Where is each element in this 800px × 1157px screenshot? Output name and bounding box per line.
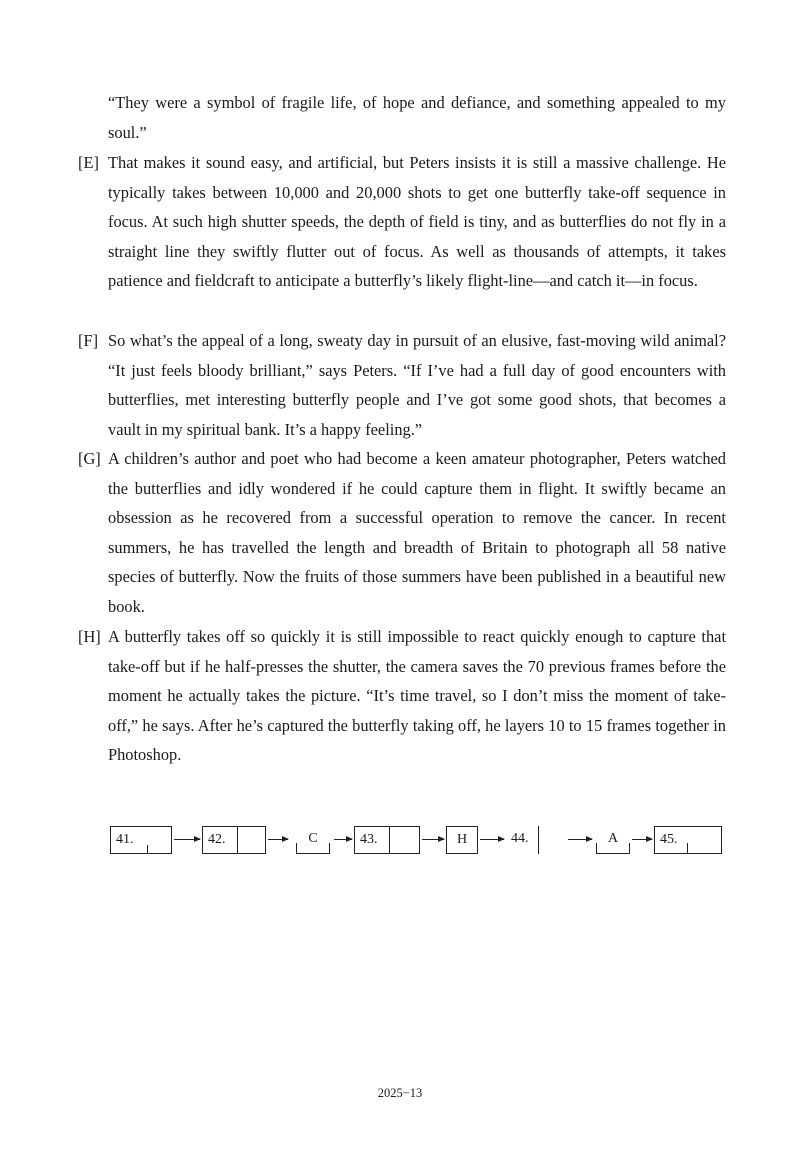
paragraph-text: So what’s the appeal of a long, sweaty day in pursuit of an elusive, fast-moving wild animal? “It just feels bloody brilliant,” says Peters. “If I’ve had a full day of good encounters with butterflies, met interesting butterfly people and I’ve got some good shots, that becomes a vault in my spiritual bank. It’s a happy feeling.” [108,331,726,439]
arrow-icon [568,839,592,840]
paragraph-label: [H] [78,627,101,646]
paragraph-e [78,148,726,296]
page-footer: 2025−13 [377,1086,423,1100]
paragraph-order-flowchart [0,826,800,860]
paragraph-h [78,622,726,770]
answer-box-42[interactable] [202,826,266,854]
paragraph-text: A children’s author and poet who had become a keen amateur photographer, Peters watched the butterflies and idly wondered if he could capture them in flight. It swiftly became an obsession as he recovered from a successful operation to remove the cancer. In recent summers, he has travelled the length and breadth of Britain to photograph all 58 native species of butterfly. Now the fruits of those summers have been published in a beautiful new book. [108,449,726,616]
question-number: 44. [511,831,529,846]
question-number: 43. [360,832,378,847]
answer-box-41[interactable] [110,826,172,854]
answer-box-45[interactable] [654,826,722,854]
arrow-icon [632,839,652,840]
paragraph-continuation: “They were a symbol of fragile life, of hope and defiance, and something appealed to my soul.” [108,93,726,142]
given-paragraph-a: A [596,826,630,854]
paragraph-text: A butterfly takes off so quickly it is still impossible to react quickly enough to capture that take-off but if he half-presses the shutter, the camera saves the 70 previous frames before the moment he actually takes the picture. “It’s time travel, so I don’t miss the moment of take-off,” he says. After he’s captured the butterfly taking off, he layers 10 to 15 frames together in Photoshop. [108,627,726,765]
arrow-icon [174,839,200,840]
paragraph-label: [E] [78,153,99,172]
arrow-icon [480,839,504,840]
question-number: 41. [116,832,134,847]
paragraph-label: [G] [78,449,101,468]
paragraph-f [78,326,726,444]
question-number: 42. [208,832,226,847]
given-paragraph-h: H [446,826,478,854]
given-paragraph-c: C [296,826,330,854]
answer-box-43[interactable] [354,826,420,854]
answer-box-44[interactable] [506,826,566,854]
question-number: 45. [660,832,678,847]
paragraph-label: [F] [78,331,99,350]
arrow-icon [422,839,444,840]
arrow-icon [268,839,288,840]
arrow-icon [334,839,352,840]
paragraph-g [78,444,726,622]
paragraph-text: That makes it sound easy, and artificial, but Peters insists it is still a massive challenge. He typically takes between 10,000 and 20,000 shots to get one butterfly take-off sequence in focus. At such high shutter speeds, the depth of field is tiny, and as butterflies do not fly in a straight line they swiftly flutter out of focus. As well as thousands of attempts, it takes patience and fieldcraft to anticipate a butterfly’s likely flight-line—and catch it—in focus. [108,153,726,291]
